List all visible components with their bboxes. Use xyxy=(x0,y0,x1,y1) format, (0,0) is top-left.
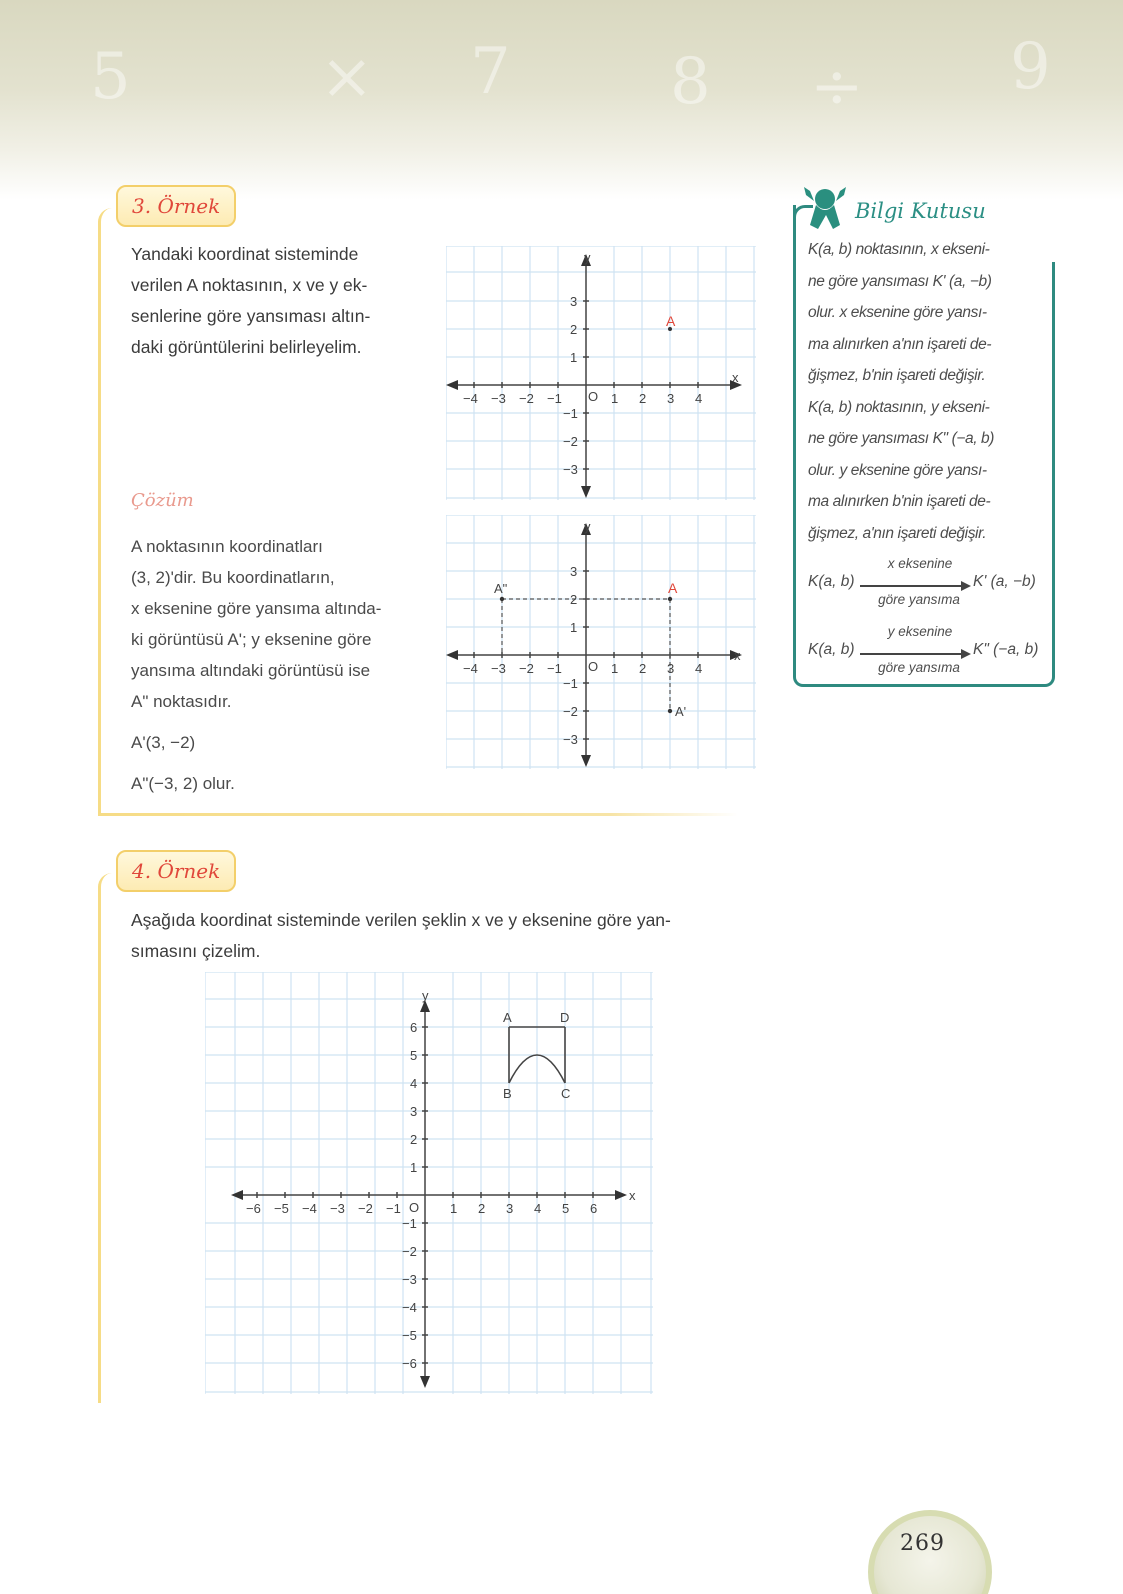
svg-text:−3: −3 xyxy=(330,1201,345,1216)
rule-lhs: K(a, b) xyxy=(808,573,855,590)
solution-line: yansıma altındaki görüntüsü ise xyxy=(131,661,371,680)
svg-text:−3: −3 xyxy=(491,661,506,676)
coordinate-graph-2 xyxy=(446,515,756,769)
svg-text:−2: −2 xyxy=(358,1201,373,1216)
svg-text:−1: −1 xyxy=(563,406,578,421)
svg-text:−2: −2 xyxy=(519,391,534,406)
shape-point-a: A xyxy=(503,1010,512,1025)
rule-over: x eksenine xyxy=(887,556,953,571)
y-axis-label: y xyxy=(422,988,429,1003)
y-axis-label: y xyxy=(584,519,591,534)
svg-text:2: 2 xyxy=(410,1132,418,1147)
header-digit: 8 xyxy=(670,45,711,119)
svg-text:1: 1 xyxy=(570,350,578,365)
info-box-title: Bilgi Kutusu xyxy=(855,199,986,223)
svg-text:−2: −2 xyxy=(563,704,578,719)
coordinate-graph-1 xyxy=(446,246,756,500)
info-line: ma alınırken a'nın işareti de- xyxy=(808,335,992,353)
svg-text:1: 1 xyxy=(611,391,619,406)
svg-text:−1: −1 xyxy=(547,661,562,676)
example4-badge: 4. Örnek xyxy=(116,850,236,892)
svg-text:−4: −4 xyxy=(402,1300,417,1315)
problem-line: Aşağıda koordinat sisteminde verilen şeklin x ve y eksenine göre yan- xyxy=(131,910,671,930)
svg-text:3: 3 xyxy=(667,391,675,406)
info-line: ne göre yansıması K" (−a, b) xyxy=(808,430,994,447)
svg-text:−4: −4 xyxy=(463,661,478,676)
svg-text:4: 4 xyxy=(695,661,703,676)
x-axis-label: x xyxy=(734,648,741,663)
arrow-right-icon xyxy=(961,649,971,659)
svg-text:5: 5 xyxy=(562,1201,570,1216)
info-line: olur. y eksenine göre yansı- xyxy=(808,461,987,479)
svg-text:3: 3 xyxy=(506,1201,514,1216)
svg-text:1: 1 xyxy=(410,1160,418,1175)
svg-text:2: 2 xyxy=(570,592,578,607)
svg-text:3: 3 xyxy=(570,294,578,309)
svg-text:4: 4 xyxy=(534,1201,542,1216)
svg-text:−3: −3 xyxy=(402,1272,417,1287)
rule-lhs: K(a, b) xyxy=(808,641,855,658)
problem-line: Yandaki koordinat sisteminde xyxy=(131,244,359,264)
origin-label: O xyxy=(588,659,599,674)
solution-line: A" noktasıdır. xyxy=(131,692,232,711)
example3-solution xyxy=(131,531,431,799)
arrow-right-icon xyxy=(961,581,971,591)
point-a-label: A xyxy=(666,313,676,329)
solution-line: A noktasının koordinatları xyxy=(131,537,323,556)
point-a-prime-label: A' xyxy=(675,704,687,719)
y-axis-label: y xyxy=(584,250,591,265)
arrow-line xyxy=(860,653,965,655)
svg-text:−2: −2 xyxy=(402,1244,417,1259)
rule-y-axis-reflection xyxy=(808,624,1053,680)
page-number: 269 xyxy=(900,1531,945,1556)
svg-text:−2: −2 xyxy=(519,661,534,676)
shape-point-c: C xyxy=(561,1086,571,1101)
info-box-text xyxy=(808,234,1053,549)
info-line: olur. x eksenine göre yansı- xyxy=(808,304,987,321)
svg-text:2: 2 xyxy=(639,661,647,676)
problem-line: sımasını çizelim. xyxy=(131,941,261,961)
rule-x-axis-reflection xyxy=(808,556,1053,612)
svg-text:−6: −6 xyxy=(402,1356,417,1371)
info-line: ma alınırken b'nin işareti de- xyxy=(808,493,991,510)
header-digit: 7 xyxy=(470,35,511,109)
example4-frame xyxy=(98,873,118,1403)
svg-text:3: 3 xyxy=(570,564,578,579)
example3-bottom-rule xyxy=(98,813,738,816)
result-a-prime: A'(3, −2) xyxy=(131,733,196,752)
header-digit: 5 xyxy=(90,40,131,114)
svg-text:−1: −1 xyxy=(563,676,578,691)
problem-line: senlerine göre yansıması altın- xyxy=(131,306,371,326)
arrow-line xyxy=(860,585,965,587)
svg-text:−5: −5 xyxy=(402,1328,417,1343)
svg-text:−2: −2 xyxy=(563,434,578,449)
rule-under: göre yansıma xyxy=(878,660,960,675)
solution-line: ki görüntüsü A'; y eksenine göre xyxy=(131,630,372,649)
info-line: ne göre yansıması K' (a, −b) xyxy=(808,272,992,290)
origin-label: O xyxy=(588,389,599,404)
svg-text:−1: −1 xyxy=(386,1201,401,1216)
shape-point-b: B xyxy=(503,1086,512,1101)
header-digit: ÷ xyxy=(810,50,864,124)
svg-text:4: 4 xyxy=(695,391,703,406)
svg-text:−1: −1 xyxy=(402,1216,417,1231)
info-line: K(a, b) noktasının, x ekseni- xyxy=(808,241,990,258)
x-axis-label: x xyxy=(629,1188,636,1203)
point-a-label: A xyxy=(668,580,678,596)
rule-under: göre yansıma xyxy=(878,592,960,607)
svg-text:4: 4 xyxy=(410,1076,418,1091)
svg-text:6: 6 xyxy=(590,1201,598,1216)
svg-text:6: 6 xyxy=(410,1020,418,1035)
header-digit: 9 xyxy=(1010,30,1051,104)
solution-title: Çözüm xyxy=(131,490,194,511)
svg-text:2: 2 xyxy=(639,391,647,406)
svg-text:−6: −6 xyxy=(246,1201,261,1216)
svg-text:−3: −3 xyxy=(491,391,506,406)
svg-text:1: 1 xyxy=(611,661,619,676)
rule-over: y eksenine xyxy=(887,624,953,639)
problem-line: daki görüntülerini belirleyelim. xyxy=(131,337,362,357)
example3-frame xyxy=(98,208,118,815)
svg-text:5: 5 xyxy=(410,1048,418,1063)
shape-point-d: D xyxy=(560,1010,570,1025)
info-line: K(a, b) noktasının, y ekseni- xyxy=(808,398,990,416)
example3-badge: 3. Örnek xyxy=(116,185,236,227)
svg-text:1: 1 xyxy=(450,1201,458,1216)
origin-label: O xyxy=(409,1200,420,1215)
svg-text:1: 1 xyxy=(570,620,578,635)
info-line: ğişmez, b'nin işareti değişir. xyxy=(808,367,986,384)
svg-text:−4: −4 xyxy=(463,391,478,406)
svg-text:3: 3 xyxy=(410,1104,418,1119)
coordinate-graph-3 xyxy=(205,972,653,1394)
svg-text:−5: −5 xyxy=(274,1201,289,1216)
x-axis-label: x xyxy=(732,370,739,385)
rule-rhs: K' (a, −b) xyxy=(973,573,1036,590)
example4-problem xyxy=(131,905,771,967)
rule-rhs: K" (−a, b) xyxy=(973,641,1039,658)
solution-line: x eksenine göre yansıma altında- xyxy=(131,599,382,618)
result-a-double-prime: A"(−3, 2) olur. xyxy=(131,774,235,793)
svg-text:3: 3 xyxy=(667,661,675,676)
problem-line: verilen A noktasının, x ve y ek- xyxy=(131,275,368,295)
mascot-icon xyxy=(800,185,850,233)
svg-text:2: 2 xyxy=(570,322,578,337)
svg-text:2: 2 xyxy=(478,1201,486,1216)
header-digit: × xyxy=(320,40,374,114)
info-line: ğişmez, a'nın işareti değişir. xyxy=(808,524,987,542)
svg-text:−3: −3 xyxy=(563,462,578,477)
solution-line: (3, 2)'dir. Bu koordinatların, xyxy=(131,568,335,587)
svg-text:−3: −3 xyxy=(563,732,578,747)
page-header-background xyxy=(0,0,1123,200)
svg-text:−4: −4 xyxy=(302,1201,317,1216)
example3-problem xyxy=(131,239,431,363)
svg-text:−1: −1 xyxy=(547,391,562,406)
point-a-double-prime-label: A" xyxy=(494,581,508,596)
